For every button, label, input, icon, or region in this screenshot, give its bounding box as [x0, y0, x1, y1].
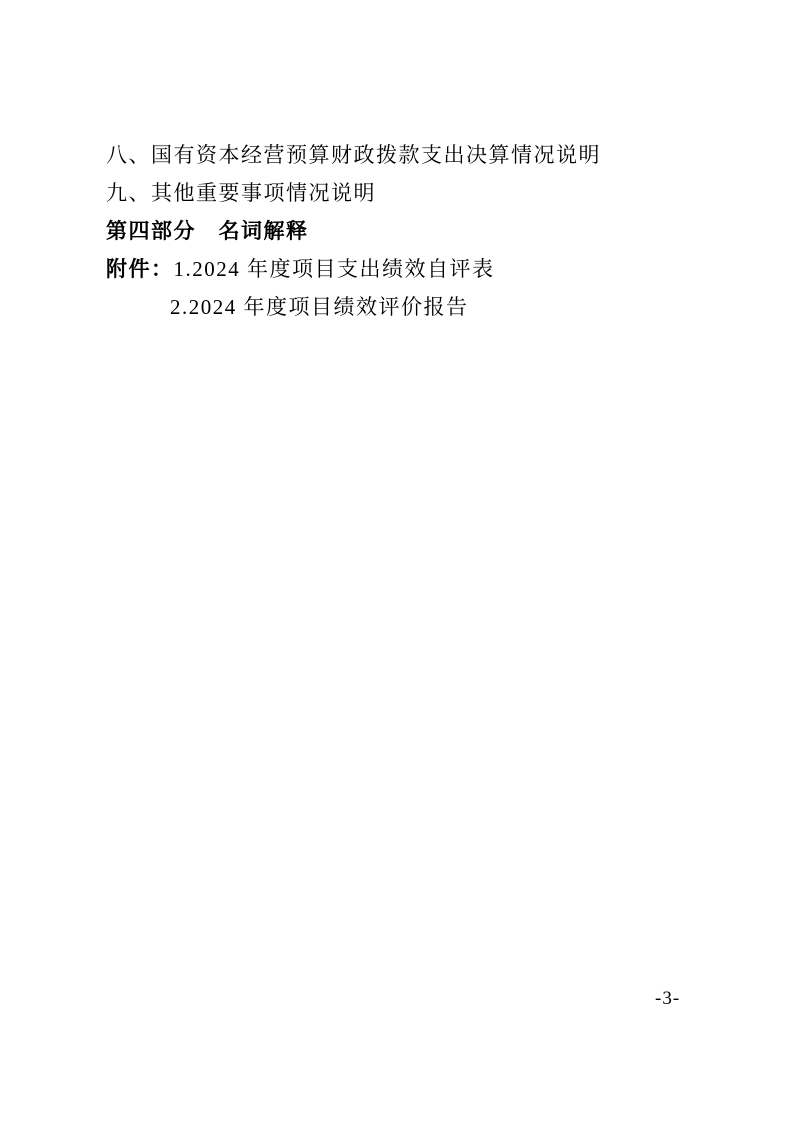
- toc-item-9: 九、其他重要事项情况说明: [106, 181, 376, 205]
- attachment-line-1: [106, 250, 706, 288]
- section-heading: 第四部分 名词解释: [106, 219, 309, 243]
- attachment-label: 附件：: [106, 257, 174, 281]
- attachment-item-1: 1.2024 年度项目支出绩效自评表: [173, 257, 495, 281]
- document-content: [106, 136, 706, 326]
- toc-item-8: 八、国有资本经营预算财政拨款支出决算情况说明: [106, 143, 601, 167]
- attachment-line-2: [106, 288, 706, 326]
- attachment-item-2: 2.2024 年度项目绩效评价报告: [170, 295, 469, 319]
- page-number: -3-: [655, 988, 681, 1009]
